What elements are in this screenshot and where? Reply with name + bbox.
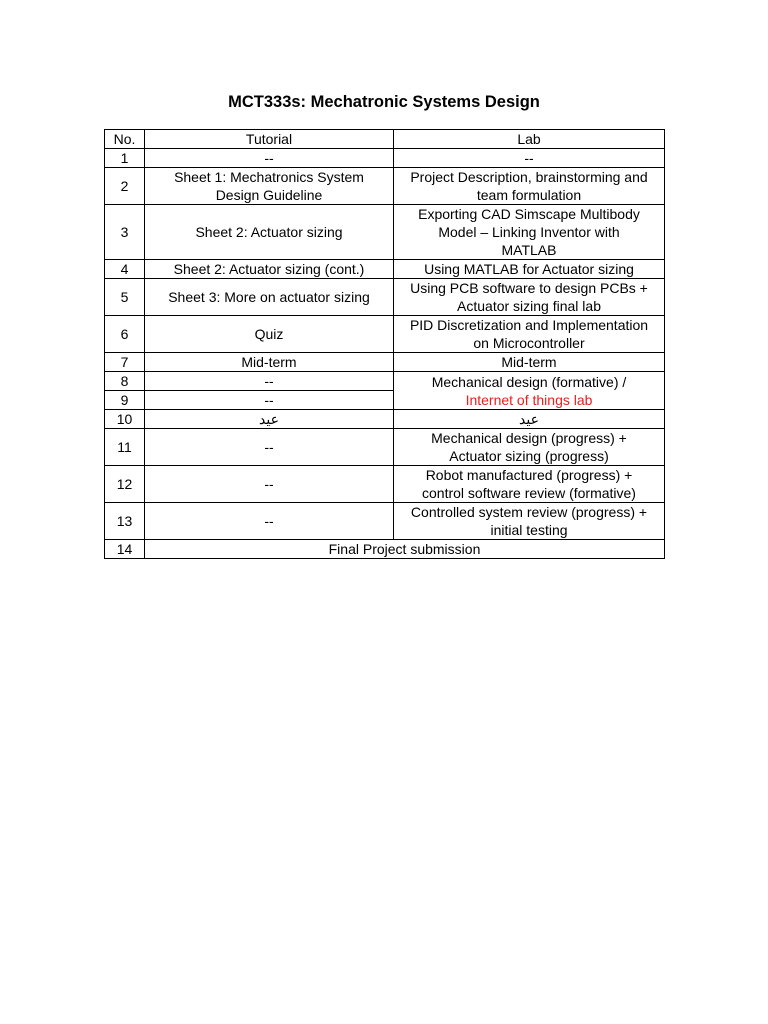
lab-text: on Microcontroller	[473, 335, 585, 351]
lab-text: Actuator sizing (progress)	[449, 448, 609, 464]
lab-text: PID Discretization and Implementation	[409, 317, 649, 333]
header-lab: Lab	[394, 130, 665, 149]
tutorial-text: Sheet 1: Mechatronics System	[174, 169, 364, 185]
tutorial-text: --	[264, 373, 274, 389]
lab-text: Mechanical design (progress) +	[431, 430, 627, 446]
tutorial-text: Mid-term	[241, 354, 297, 370]
lab-text: Using PCB software to design PCBs +	[410, 280, 648, 296]
lab-text: Actuator sizing final lab	[457, 298, 601, 314]
table-row	[105, 205, 665, 260]
table-header-row	[105, 130, 665, 149]
lab-text: initial testing	[490, 522, 568, 538]
tutorial-cell	[145, 503, 394, 540]
table-row	[105, 260, 665, 279]
tutorial-cell	[145, 410, 394, 429]
row-number: 9	[105, 391, 145, 410]
table-row	[105, 279, 665, 316]
lab-cell	[394, 149, 665, 168]
tutorial-cell	[145, 279, 394, 316]
row-number: 7	[105, 353, 145, 372]
row-number: 1	[105, 149, 145, 168]
tutorial-cell	[145, 372, 394, 391]
row-number: 4	[105, 260, 145, 279]
row-number: 11	[105, 429, 145, 466]
schedule-table	[104, 129, 665, 559]
table-row	[105, 149, 665, 168]
page-title: MCT333s: Mechatronic Systems Design	[228, 93, 540, 111]
row-number: 5	[105, 279, 145, 316]
tutorial-cell	[145, 353, 394, 372]
lab-text: MATLAB	[501, 242, 557, 258]
tutorial-cell	[145, 429, 394, 466]
lab-text: Project Description, brainstorming and	[410, 169, 648, 185]
row-number: 13	[105, 503, 145, 540]
tutorial-text: --	[264, 150, 274, 166]
row-number: 2	[105, 168, 145, 205]
lab-text: Robot manufactured (progress) +	[425, 467, 633, 483]
tutorial-cell	[145, 466, 394, 503]
lab-text: --	[524, 150, 534, 166]
tutorial-text: --	[264, 476, 274, 492]
tutorial-text: Quiz	[254, 326, 284, 342]
tutorial-cell	[145, 260, 394, 279]
table-row	[105, 429, 665, 466]
lab-cell	[394, 466, 665, 503]
row-number: 12	[105, 466, 145, 503]
final-submission-cell: Final Project submission	[145, 540, 665, 559]
tutorial-text: Sheet 3: More on actuator sizing	[168, 289, 370, 305]
header-tutorial: Tutorial	[145, 130, 394, 149]
lab-text: Mid-term	[501, 354, 557, 370]
lab-cell	[394, 353, 665, 372]
row-number: 3	[105, 205, 145, 260]
tutorial-cell	[145, 391, 394, 410]
lab-text: Using MATLAB for Actuator sizing	[424, 261, 634, 277]
lab-cell	[394, 316, 665, 353]
tutorial-text: Design Guideline	[215, 187, 323, 203]
tutorial-text: --	[264, 513, 274, 529]
lab-text: team formulation	[476, 187, 582, 203]
tutorial-text: --	[264, 392, 274, 408]
table-row	[105, 466, 665, 503]
lab-cell	[394, 503, 665, 540]
table-row	[105, 168, 665, 205]
lab-text: Model – Linking Inventor with	[438, 224, 620, 240]
row-number: 6	[105, 316, 145, 353]
lab-text: Mechanical design (formative) /	[431, 373, 627, 390]
lab-cell	[394, 410, 665, 429]
tutorial-text: عيد	[259, 411, 279, 427]
lab-text: Exporting CAD Simscape Multibody	[418, 206, 640, 222]
lab-cell	[394, 279, 665, 316]
tutorial-cell	[145, 149, 394, 168]
table-row	[105, 410, 665, 429]
tutorial-text: Sheet 2: Actuator sizing (cont.)	[173, 261, 365, 277]
lab-cell	[394, 260, 665, 279]
lab-cell-merged	[394, 372, 665, 410]
lab-text: Controlled system review (progress) +	[410, 504, 648, 520]
tutorial-cell	[145, 168, 394, 205]
lab-text: control software review (formative)	[422, 485, 636, 501]
table-row	[105, 372, 665, 391]
table-row	[105, 540, 665, 559]
table-row	[105, 503, 665, 540]
row-number: 14	[105, 540, 145, 559]
lab-cell	[394, 205, 665, 260]
tutorial-text: --	[264, 439, 274, 455]
table-row	[105, 316, 665, 353]
tutorial-cell	[145, 316, 394, 353]
lab-text-highlighted: Internet of things lab	[465, 391, 593, 408]
lab-cell	[394, 168, 665, 205]
lab-text: عيد	[519, 411, 539, 427]
row-number: 8	[105, 372, 145, 391]
tutorial-text: Sheet 2: Actuator sizing	[195, 224, 343, 240]
row-number: 10	[105, 410, 145, 429]
header-no: No.	[105, 130, 145, 149]
lab-cell	[394, 429, 665, 466]
tutorial-cell	[145, 205, 394, 260]
table-row	[105, 353, 665, 372]
